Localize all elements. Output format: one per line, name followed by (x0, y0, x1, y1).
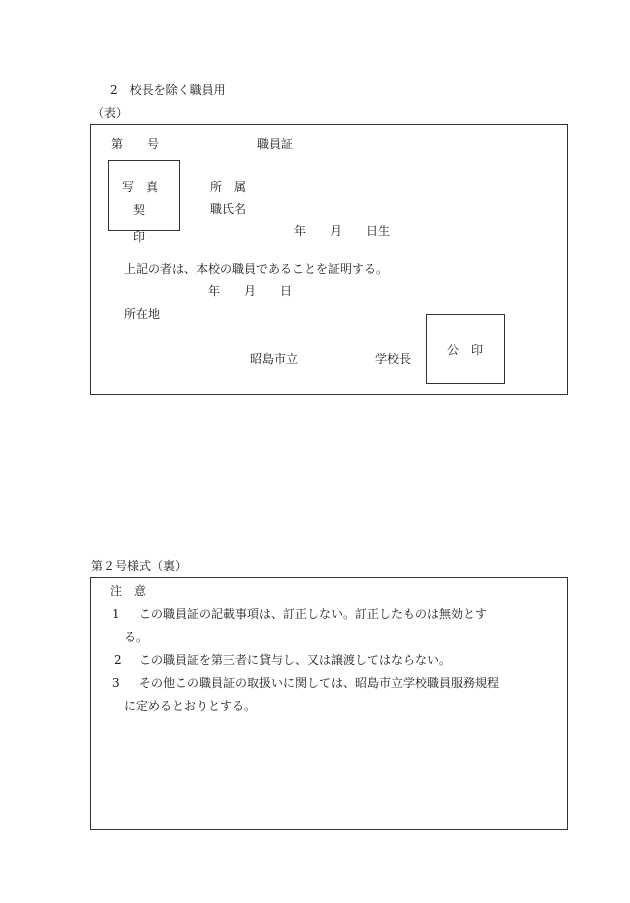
location-label: 所在地 (124, 307, 161, 321)
notice-item-2-text: この職員証を第三者に貸与し、又は譲渡してはならない。 (139, 653, 452, 667)
photo-seal-label: 契 (133, 203, 146, 217)
notice-item-3-text-cont: に定めるとおりとする。 (124, 699, 257, 713)
front-side-label: （表） (92, 106, 129, 120)
official-seal-label: 公 印 (447, 343, 484, 357)
id-card-back (90, 577, 568, 830)
notice-item-2-number: 2 (114, 653, 122, 667)
photo-seal-mark: 印 (133, 230, 146, 244)
notice-item-3-text: その他この職員証の取扱いに関しては、昭島市立学校職員服務規程 (139, 676, 500, 690)
notice-title: 注 意 (110, 584, 147, 598)
affiliation-label: 所 属 (210, 180, 247, 194)
front-heading: 2 校長を除く職員用 (110, 83, 226, 97)
birth-date: 年 月 日生 (294, 224, 391, 238)
issue-date: 年 月 日 (208, 284, 293, 298)
notice-item-1-text-cont: る。 (124, 630, 149, 644)
notice-item-3-number: 3 (112, 676, 120, 690)
id-card-front (90, 124, 568, 395)
card-number-label: 第 号 (111, 137, 160, 151)
photo-label: 写 真 (122, 180, 159, 194)
photo-box (108, 160, 180, 231)
back-heading: 第２号様式（裏） (91, 559, 188, 573)
certification-text: 上記の者は、本校の職員であることを証明する。 (124, 262, 389, 276)
notice-item-1-number: 1 (112, 607, 120, 621)
name-label: 職氏名 (210, 202, 247, 216)
card-title: 職員証 (257, 137, 294, 151)
principal-label: 学校長 (375, 352, 412, 366)
issuer-city: 昭島市立 (250, 352, 299, 366)
notice-item-1-text: この職員証の記載事項は、訂正しない。訂正したものは無効とす (139, 607, 488, 621)
